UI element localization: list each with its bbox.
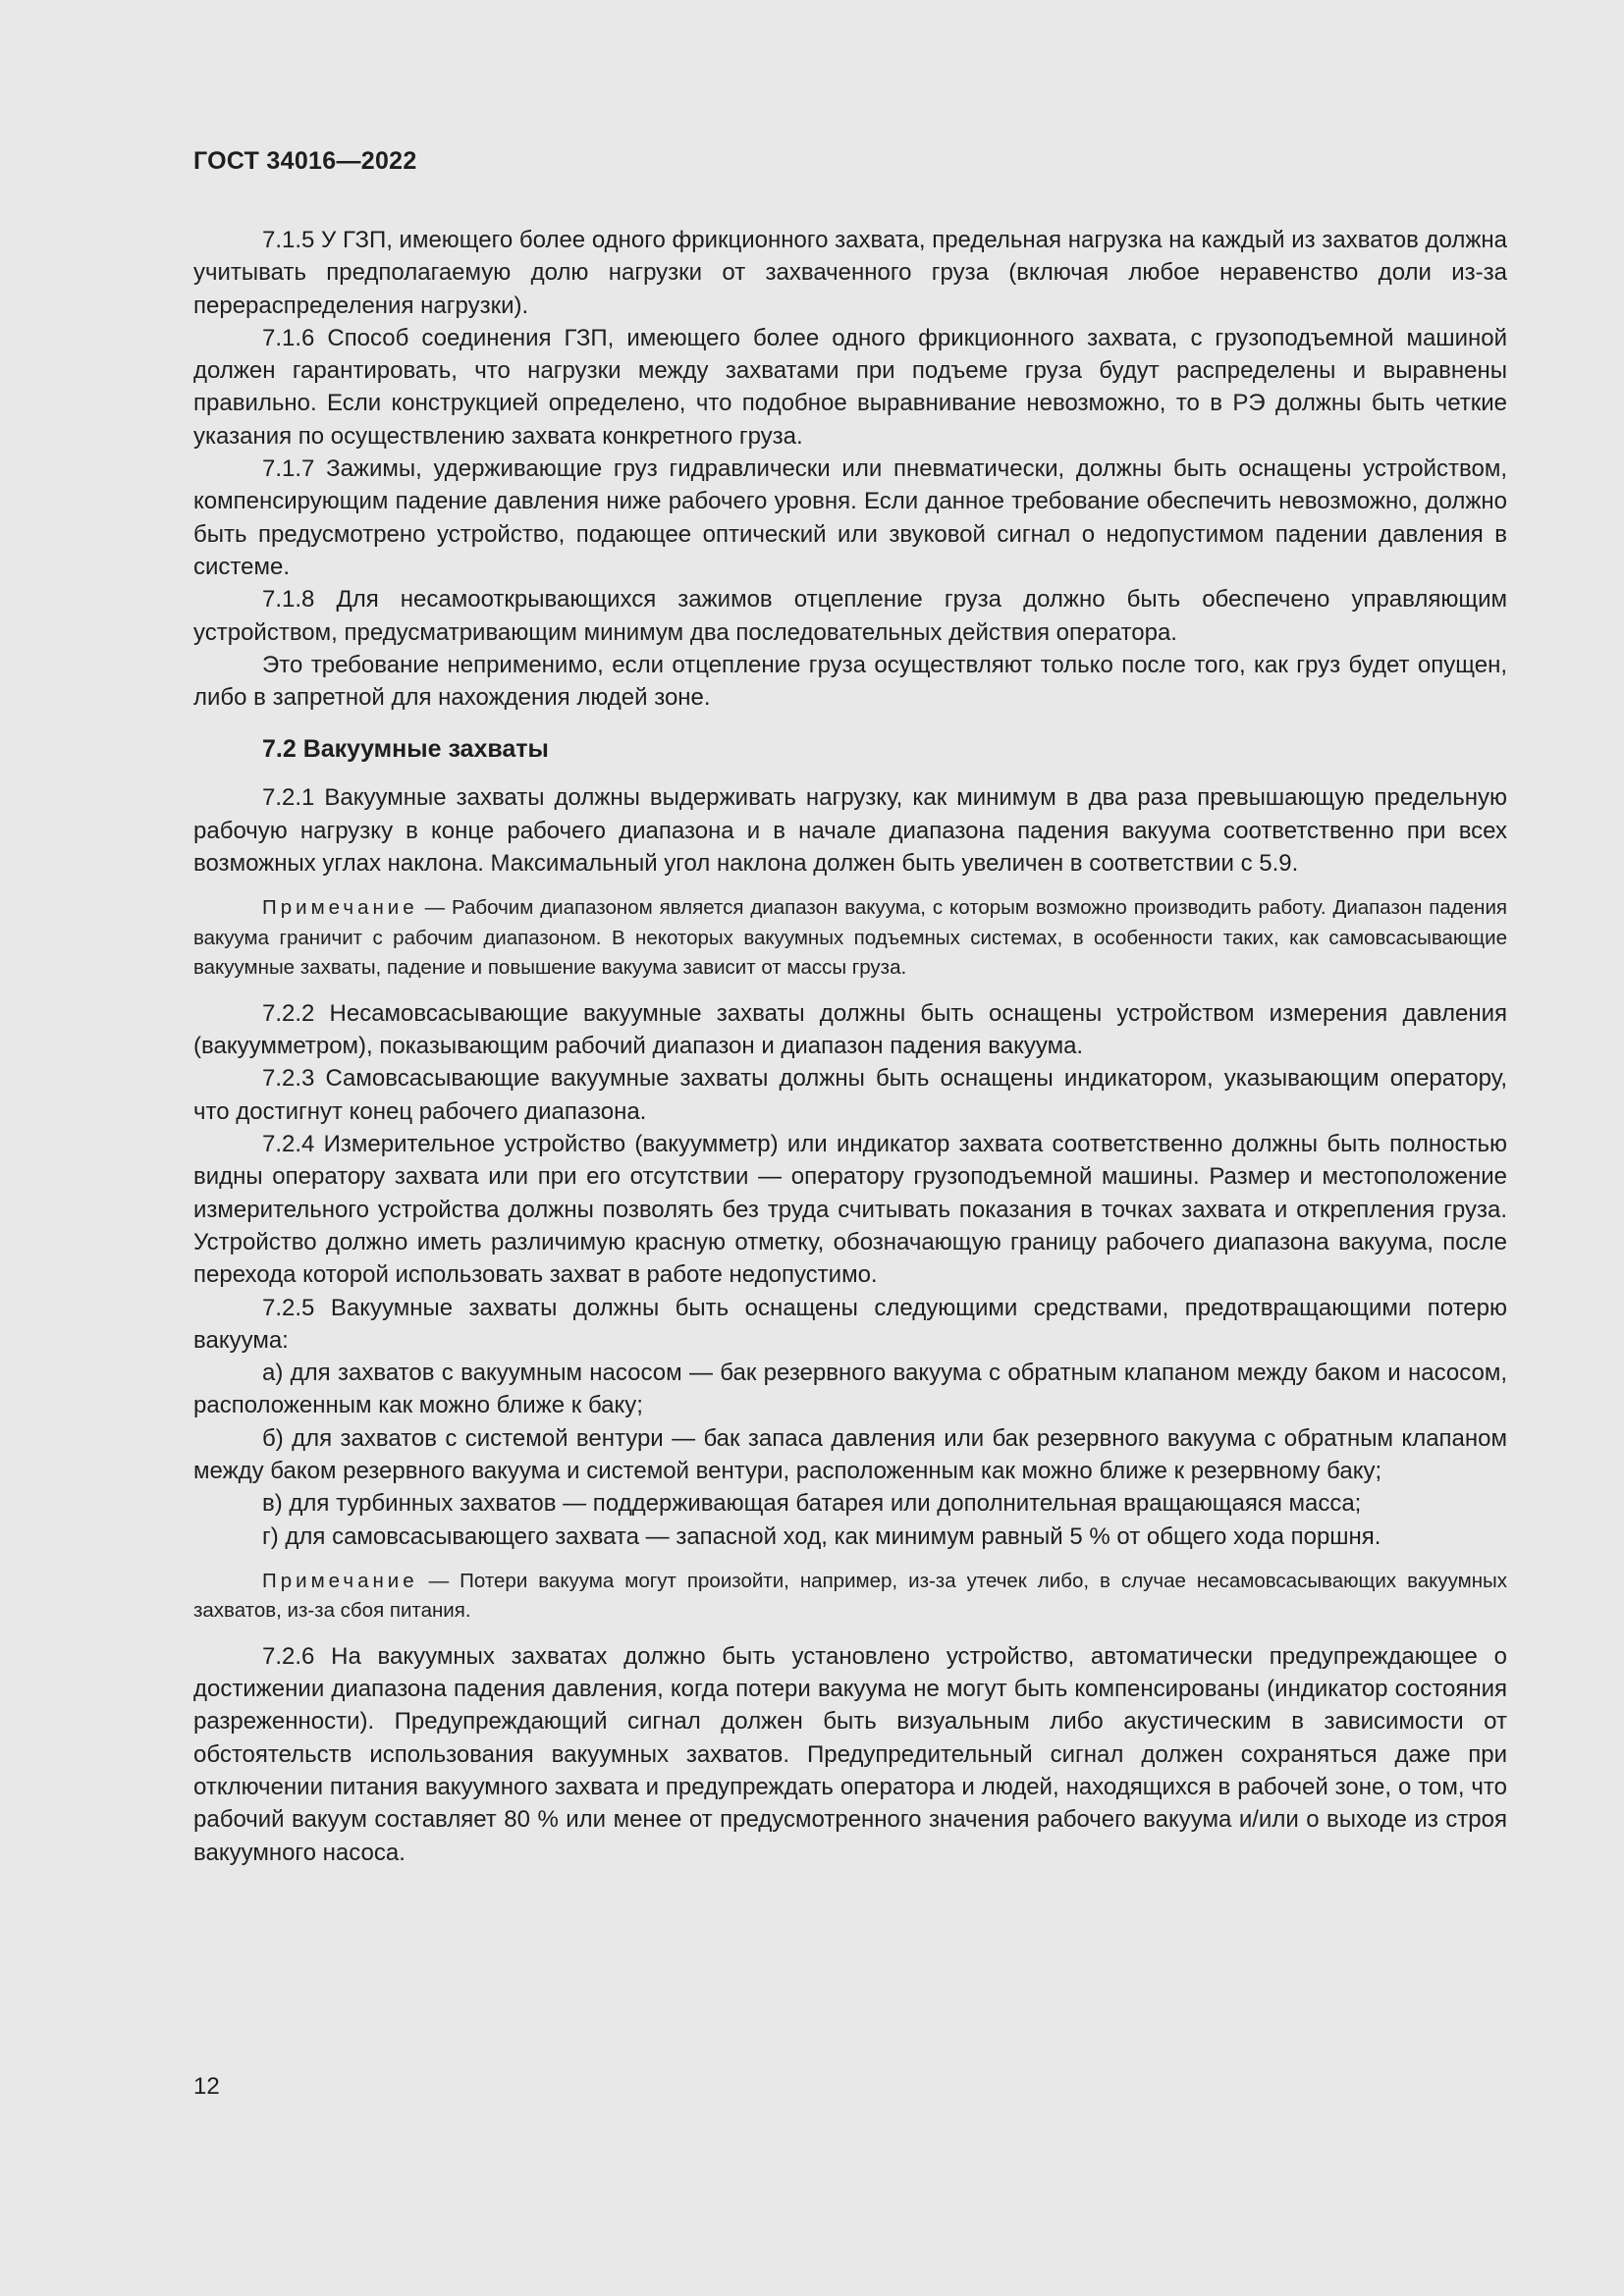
paragraph-7-1-6: 7.1.6 Способ соединения ГЗП, имеющего более одного фрикционного захвата, с грузоподъемной машиной должен гарантировать, что нагрузки между захватами при подъеме груза будут распределены и выравнены правильно. Если конструкцией определено, что подобное выравнивание невозможно, то в РЭ должны быть четкие указания по осуществлению захвата конкретного груза. [193,324,1507,450]
paragraph-7-1-7: 7.1.7 Зажимы, удерживающие груз гидравлически или пневматически, должны быть оснащены устройством, компенсирующим падение давления ниже рабочего уровня. Если данное требование обеспечить невозможно, должно быть предусмотрено устройство, подающее оптический или звуковой сигнал о недопустимом падении давления в системе. [193,455,1507,580]
list-item-a: а) для захватов с вакуумным насосом — бак резервного вакуума с обратным клапаном между баком и насосом, расположенным как можно ближе к баку; [193,1360,1507,1419]
note-label: Примечание [262,896,418,920]
paragraph-7-1-8: 7.1.8 Для несамооткрывающихся зажимов отцепление груза должно быть обеспечено управляющим устройством, предусматривающим минимум два последовательных действия оператора. [193,586,1507,646]
paragraph-7-2-2: 7.2.2 Несамовсасывающие вакуумные захваты должны быть оснащены устройством измерения давления (вакуумметром), показывающим рабочий диапазон и диапазон падения вакуума. [193,999,1507,1060]
document-header: ГОСТ 34016—2022 [193,147,417,175]
list-item-b: б) для захватов с системой вентури — бак запаса давления или бак резервного вакуума с обратным клапаном между баком резервного вакуума и системой вентури, расположенным как можно ближе к резервному баку; [193,1424,1507,1484]
note-label: Примечание [262,1569,418,1592]
paragraph-7-1-8-continuation: Это требование неприменимо, если отцепление груза осуществляют только после того, как груз будет опущен, либо в запретной для нахождения людей зоне. [193,651,1507,712]
paragraph-7-2-1: 7.2.1 Вакуумные захваты должны выдерживать нагрузку, как минимум в два раза превышающую предельную рабочую нагрузку в конце рабочего диапазона и в начале диапазона падения вакуума соответственно при всех возможных углах наклона. Максимальный угол наклона должен быть увеличен в соответствии с 5.9. [193,784,1507,878]
paragraph-7-2-5: 7.2.5 Вакуумные захваты должны быть оснащены следующими средствами, предотвращающими потерю вакуума: [193,1294,1507,1354]
paragraph-7-2-4: 7.2.4 Измерительное устройство (вакуумметр) или индикатор захвата соответственно должны быть полностью видны оператору захвата или при его отсутствии — оператору грузоподъемной машины. Размер и местоположение измерительного устройства должны позволять без труда считывать показания в точках захвата и открепления груза. Устройство должно иметь различимую красную отметку, обозначающую границу рабочего диапазона вакуума, после перехода которой использовать захват в работе недопустимо. [193,1131,1507,1289]
paragraph-7-2-3: 7.2.3 Самовсасывающие вакуумные захваты должны быть оснащены индикатором, указывающим оператору, что достигнут конец рабочего диапазона. [193,1065,1507,1125]
note-2 [193,1567,1507,1627]
section-heading-7-2: 7.2 Вакуумные захваты [262,735,549,764]
list-item-d: г) для самовсасывающего захвата — запасной ход, как минимум равный 5 % от общего хода поршня. [262,1522,1381,1550]
note-text: — Потери вакуума могут произойти, например, из-за утечек либо, в случае несамовсасывающих вакуумных захватов, из-за сбоя питания. [193,1569,1507,1623]
list-item-c: в) для турбинных захватов — поддерживающая батарея или дополнительная вращающаяся масса; [262,1490,1362,1518]
document-body [193,224,1507,1869]
note-text: — Рабочим диапазоном является диапазон вакуума, с которым возможно производить работу. Диапазон падения вакуума граничит с рабочим диапазоном. В некоторых вакуумных подъемных системах, в особенности таких, как самовсасывающие вакуумные захваты, падение и повышение вакуума зависит от массы груза. [193,896,1507,980]
paragraph-7-2-6: 7.2.6 На вакуумных захватах должно быть установлено устройство, автоматически предупреждающее о достижении диапазона падения давления, когда потери вакуума не могут быть компенсированы (индикатор состояния разреженности). Предупреждающий сигнал должен быть визуальным либо акустическим в зависимости от обстоятельств использования вакуумных захватов. Предупредительный сигнал должен сохраняться даже при отключении питания вакуумного захвата и предупреждать оператора и людей, находящихся в рабочей зоне, о том, что рабочий вакуум составляет 80 % или менее от предусмотренного значения рабочего вакуума и/или о выходе из строя вакуумного насоса. [193,1642,1507,1866]
page-number: 12 [193,2073,220,2100]
note-1 [193,893,1507,984]
paragraph-7-1-5: 7.1.5 У ГЗП, имеющего более одного фрикционного захвата, предельная нагрузка на каждый из захватов должна учитывать предполагаемую долю нагрузки от захваченного груза (включая любое неравенство доли из-за перераспределения нагрузки). [193,227,1507,319]
